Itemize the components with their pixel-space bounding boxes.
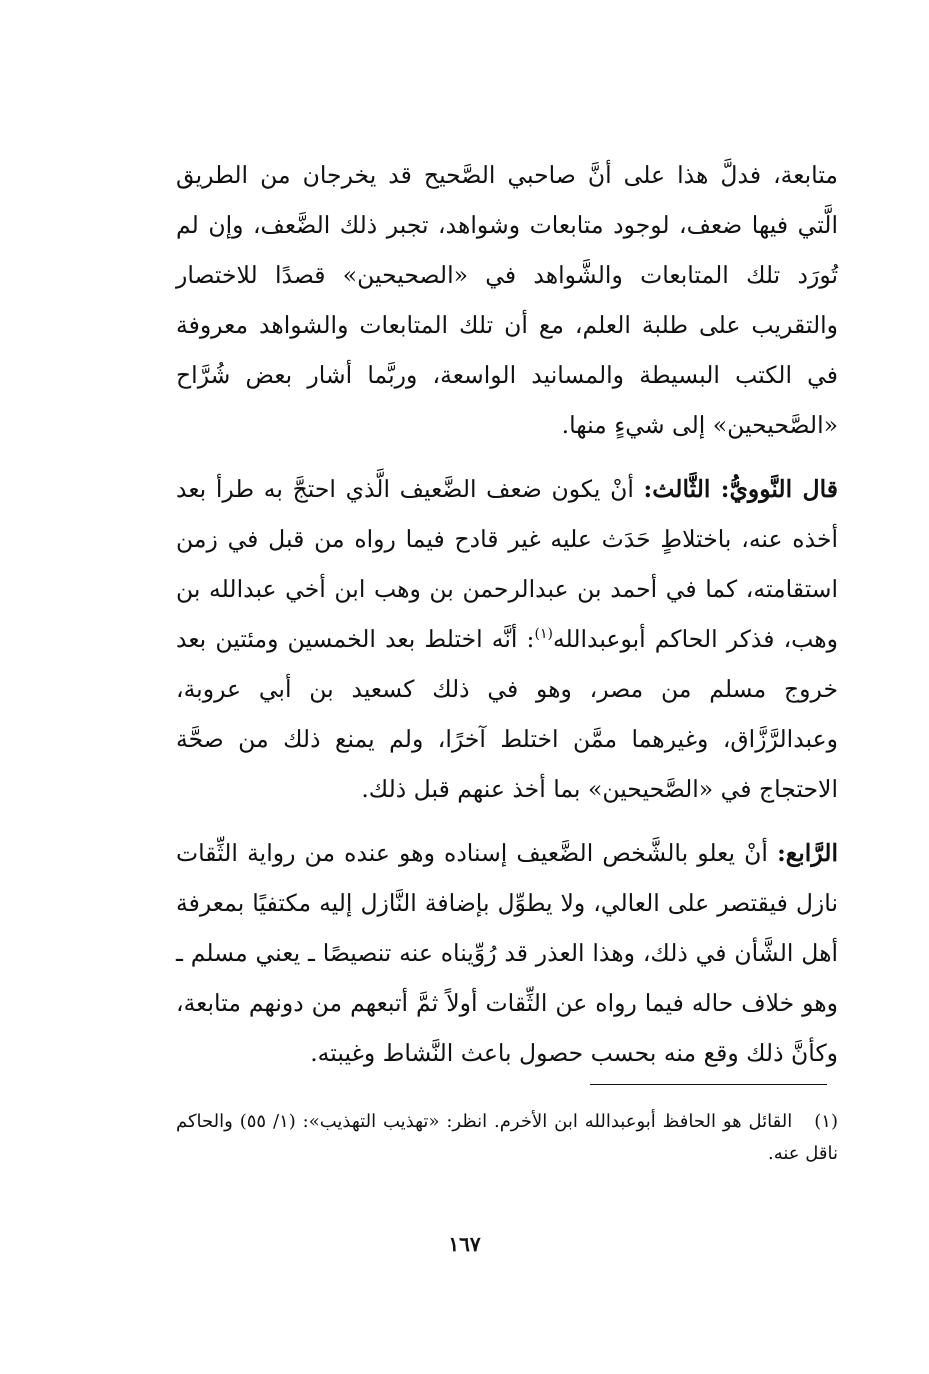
footnote-text: القائل هو الحافظ أبوعبدالله ابن الأخرم. انظر: «تهذيب التهذيب»: (١/ ٥٥) والحاكم ناقل عنه. [176, 1111, 838, 1164]
page-number: ١٦٧ [448, 1232, 481, 1256]
paragraph-2 [176, 464, 838, 814]
paragraph-1-text: متابعة، فدلَّ هذا على أنَّ صاحبي الصَّحيح قد يخرجان من الطريق الَّتي فيها ضعف، لوجود متابعات وشواهد، تجبر ذلك الضَّعف، وإن لم تُورَد تلك المتابعات والشَّواهد في «الصحيحين» قصدًا للاختصار والتقريب على طلبة العلم، مع أن تلك المتابعات والشواهد معروفة في الكتب البسيطة والمسانيد الواسعة، وربَّما أشار بعض شُرَّاح «الصَّحيحين» إلى شيءٍ منها. [176, 161, 838, 439]
footnote-reference[interactable]: (١) [534, 626, 553, 643]
paragraph-3-heading: الرَّابع: [777, 839, 838, 867]
paragraph-3-text: أنْ يعلو بالشَّخص الضَّعيف إسناده وهو عنده من رواية الثِّقات نازل فيقتصر على العالي، ولا يطوِّل بإضافة النَّازل إليه مكتفيًا بمعرفة أهل الشَّأن في ذلك، وهذا العذر قد رُوِّيناه عنه تنصيصًا ـ يعني مسلم ـ وهو خلاف حاله فيما رواه عن الثِّقات أولاً ثمَّ أتبعهم من دونهم متابعة، وكأنَّ ذلك وقع منه بحسب حصول باعث النَّشاط وغيبته. [176, 839, 838, 1067]
paragraph-2-heading: قال النَّوويُّ: الثَّالث: [643, 475, 838, 503]
footnote [176, 1106, 838, 1170]
paragraph-1 [176, 150, 838, 450]
main-text [176, 150, 838, 1078]
paragraph-3 [176, 828, 838, 1078]
paragraph-2-text-after-note: : أنَّه اختلط بعد الخمسين ومئتين بعد خروج مسلم من مصر، وهو في ذلك كسعيد بن أبي عروبة، وعبدالرَّزَّاق، وغيرهما ممَّن اختلط آخرًا، ولم يمنع ذلك من صحَّة الاحتجاج في «الصَّحيحين» بما أخذ عنهم قبل ذلك. [176, 625, 838, 803]
paragraph-2-text-before-note: أنْ يكون ضعف الضَّعيف الَّذي احتجَّ به طرأ بعد أخذه عنه، باختلاطٍ حَدَث عليه غير قادح فيما رواه من قبل في زمن استقامته، كما في أحمد بن عبدالرحمن بن وهب ابن أخي عبدالله بن وهب، فذكر الحاكم أبوعبدالله [176, 475, 838, 653]
footnote-marker: (١) [814, 1111, 838, 1132]
footnote-divider [590, 1084, 827, 1085]
